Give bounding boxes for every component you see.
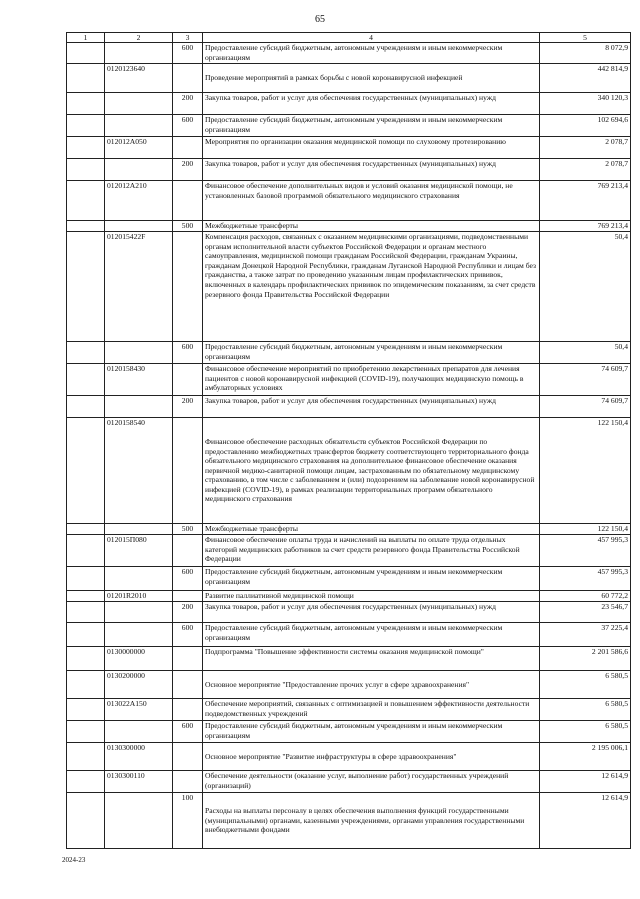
item-name: Финансовое обеспечение расходных обязательств субъектов Российской Федерации по предоставлению межбюджетных трансфертов бюджету соответствующего территориального фонда обязательного медицинского страхования на дополнительное финансовое обеспечение оказания первичной медико-санитарной помощи лицам, застрахованным по обязательному медицинскому страхованию, в том числе с заболеванием и (или) подозрением на заболевание новой коронавирусной инфекцией (COVID-19), в рамках реализации территориальных программ обязательного медицинского страхования (203, 418, 540, 524)
amount: 74 609,7 (540, 364, 631, 396)
table-row (67, 567, 631, 591)
expense-type-code (173, 64, 203, 93)
program-code (105, 115, 173, 137)
item-name: Проведение мероприятий в рамках борьбы с новой коронавирусной инфекцией (203, 64, 540, 93)
expense-type-code (173, 418, 203, 524)
item-name: Финансовое обеспечение мероприятий по приобретению лекарственных препаратов для лечения пациентов с новой коронавирусной инфекцией (COVID-19), получающих медицинскую помощь в амбулаторных условиях (203, 364, 540, 396)
table-row (67, 591, 631, 602)
amount: 2 201 586,6 (540, 647, 631, 671)
program-code (105, 396, 173, 418)
item-name: Закупка товаров, работ и услуг для обеспечения государственных (муниципальных) нужд (203, 602, 540, 623)
expense-type-code: 100 (173, 793, 203, 849)
item-name: Развитие паллиативной медицинской помощи (203, 591, 540, 602)
item-name: Обеспечение деятельности (оказание услуг, выполнение работ) государственных учреждений (организаций) (203, 771, 540, 793)
amount: 457 995,3 (540, 567, 631, 591)
program-code (105, 602, 173, 623)
amount: 340 120,3 (540, 93, 631, 115)
expense-type-code: 600 (173, 342, 203, 364)
amount: 122 150,4 (540, 524, 631, 535)
amount: 6 580,5 (540, 699, 631, 721)
column-header: 2 (105, 33, 173, 43)
item-name: Закупка товаров, работ и услуг для обеспечения государственных (муниципальных) нужд (203, 396, 540, 418)
column-header: 4 (203, 33, 540, 43)
program-code (105, 524, 173, 535)
expense-type-code: 600 (173, 115, 203, 137)
item-name: Компенсация расходов, связанных с оказанием медицинскими организациями, подведомственными органам исполнительной власти субъектов Российской Федерации и органам местного самоуправления, медицинской помощи гражданам Российской Федерации, гражданам Украины, гражданам Донецкой Народной Республики, гражданам Луганской Народной Республики и лицам без гражданства, а также затрат по проведению указанным лицам профилактических прививок, включенных в календарь профилактических прививок по эпидемическим показаниям, за счет средств резервного фонда Правительства Российской Федерации (203, 232, 540, 342)
item-name: Основное мероприятие "Развитие инфраструктуры в сфере здравоохранения" (203, 743, 540, 771)
amount: 457 995,3 (540, 535, 631, 567)
amount: 102 694,6 (540, 115, 631, 137)
table-row (67, 699, 631, 721)
expense-type-code: 200 (173, 159, 203, 181)
item-name: Закупка товаров, работ и услуг для обеспечения государственных (муниципальных) нужд (203, 93, 540, 115)
expense-type-code (173, 743, 203, 771)
amount: 60 772,2 (540, 591, 631, 602)
amount: 6 580,5 (540, 671, 631, 699)
amount: 12 614,9 (540, 793, 631, 849)
amount: 2 195 006,1 (540, 743, 631, 771)
table-row (67, 364, 631, 396)
table-row (67, 721, 631, 743)
amount: 12 614,9 (540, 771, 631, 793)
budget-table (66, 32, 631, 849)
program-code: 0120123640 (105, 64, 173, 93)
table-row (67, 342, 631, 364)
item-name: Обеспечение мероприятий, связанных с оптимизацией и повышением эффективности деятельности подведомственных учреждений (203, 699, 540, 721)
item-name: Закупка товаров, работ и услуг для обеспечения государственных (муниципальных) нужд (203, 159, 540, 181)
amount: 50,4 (540, 342, 631, 364)
item-name: Предоставление субсидий бюджетным, автономным учреждениям и иным некоммерческим организациям (203, 342, 540, 364)
table-row (67, 623, 631, 647)
item-name: Предоставление субсидий бюджетным, автономным учреждениям и иным некоммерческим организациям (203, 43, 540, 64)
expense-type-code: 200 (173, 396, 203, 418)
column-header: 3 (173, 33, 203, 43)
table-row (67, 137, 631, 159)
expense-type-code (173, 671, 203, 699)
expense-type-code: 600 (173, 623, 203, 647)
program-code (105, 221, 173, 232)
item-name: Мероприятия по организации оказания медицинской помощи по слуховому протезированию (203, 137, 540, 159)
expense-type-code: 600 (173, 721, 203, 743)
expense-type-code (173, 364, 203, 396)
table-row (67, 647, 631, 671)
amount: 74 609,7 (540, 396, 631, 418)
item-name: Финансовое обеспечение оплаты труда и начислений на выплаты по оплате труда отдельных категорий медицинских работников за счет средств резервного фонда Правительства Российской Федерации (203, 535, 540, 567)
program-code: 012015422F (105, 232, 173, 342)
page-number: 65 (315, 14, 325, 25)
document-code: 2024-23 (62, 856, 86, 864)
amount: 442 814,9 (540, 64, 631, 93)
column-header: 5 (540, 33, 631, 43)
amount: 37 225,4 (540, 623, 631, 647)
expense-type-code: 500 (173, 221, 203, 232)
program-code (105, 567, 173, 591)
table-row (67, 524, 631, 535)
column-header: 1 (67, 33, 105, 43)
program-code: 0120158430 (105, 364, 173, 396)
table-row (67, 93, 631, 115)
amount: 122 150,4 (540, 418, 631, 524)
table-header-row (67, 33, 631, 43)
program-code: 0130300110 (105, 771, 173, 793)
amount: 8 072,9 (540, 43, 631, 64)
program-code (105, 623, 173, 647)
expense-type-code (173, 535, 203, 567)
program-code: 012012А050 (105, 137, 173, 159)
item-name: Основное мероприятие "Предоставление прочих услуг в сфере здравоохранения" (203, 671, 540, 699)
program-code (105, 93, 173, 115)
expense-type-code (173, 591, 203, 602)
program-code: 0120158540 (105, 418, 173, 524)
amount: 2 078,7 (540, 159, 631, 181)
expense-type-code: 500 (173, 524, 203, 535)
amount: 2 078,7 (540, 137, 631, 159)
program-code: 0130200000 (105, 671, 173, 699)
item-name: Межбюджетные трансферты (203, 221, 540, 232)
item-name: Подпрограмма "Повышение эффективности системы оказания медицинской помощи" (203, 647, 540, 671)
expense-type-code (173, 181, 203, 221)
expense-type-code (173, 647, 203, 671)
table-row (67, 221, 631, 232)
table-row (67, 232, 631, 342)
expense-type-code (173, 137, 203, 159)
table-row (67, 43, 631, 64)
program-code (105, 342, 173, 364)
expense-type-code: 200 (173, 602, 203, 623)
program-code (105, 43, 173, 64)
item-name: Предоставление субсидий бюджетным, автономным учреждениям и иным некоммерческим организациям (203, 721, 540, 743)
program-code: 01201R2010 (105, 591, 173, 602)
program-code (105, 793, 173, 849)
program-code (105, 721, 173, 743)
table-row (67, 743, 631, 771)
expense-type-code (173, 771, 203, 793)
amount: 769 213,4 (540, 221, 631, 232)
item-name: Финансовое обеспечение дополнительных видов и условий оказания медицинской помощи, не установленных базовой программой обязательного медицинского страхования (203, 181, 540, 221)
expense-type-code: 200 (173, 93, 203, 115)
expense-type-code: 600 (173, 567, 203, 591)
expense-type-code (173, 232, 203, 342)
table-row (67, 793, 631, 849)
table-row (67, 159, 631, 181)
program-code (105, 159, 173, 181)
item-name: Предоставление субсидий бюджетным, автономным учреждениям и иным некоммерческим организациям (203, 115, 540, 137)
table-row (67, 602, 631, 623)
program-code: 012015П080 (105, 535, 173, 567)
table-row (67, 115, 631, 137)
amount: 769 213,4 (540, 181, 631, 221)
table-row (67, 771, 631, 793)
amount: 50,4 (540, 232, 631, 342)
table-row (67, 418, 631, 524)
program-code: 0130000000 (105, 647, 173, 671)
program-code: 013022А150 (105, 699, 173, 721)
amount: 6 580,5 (540, 721, 631, 743)
table-row (67, 181, 631, 221)
item-name: Предоставление субсидий бюджетным, автономным учреждениям и иным некоммерческим организациям (203, 567, 540, 591)
item-name: Межбюджетные трансферты (203, 524, 540, 535)
program-code: 0130300000 (105, 743, 173, 771)
expense-type-code: 600 (173, 43, 203, 64)
table-row (67, 64, 631, 93)
table-row (67, 396, 631, 418)
program-code: 012012А210 (105, 181, 173, 221)
amount: 23 546,7 (540, 602, 631, 623)
item-name: Предоставление субсидий бюджетным, автономным учреждениям и иным некоммерческим организациям (203, 623, 540, 647)
table-row (67, 671, 631, 699)
item-name: Расходы на выплаты персоналу в целях обеспечения выполнения функций государственными (муниципальными) органами, казенными учреждениями, органами управления государственными внебюджетными фондами (203, 793, 540, 849)
table-row (67, 535, 631, 567)
expense-type-code (173, 699, 203, 721)
